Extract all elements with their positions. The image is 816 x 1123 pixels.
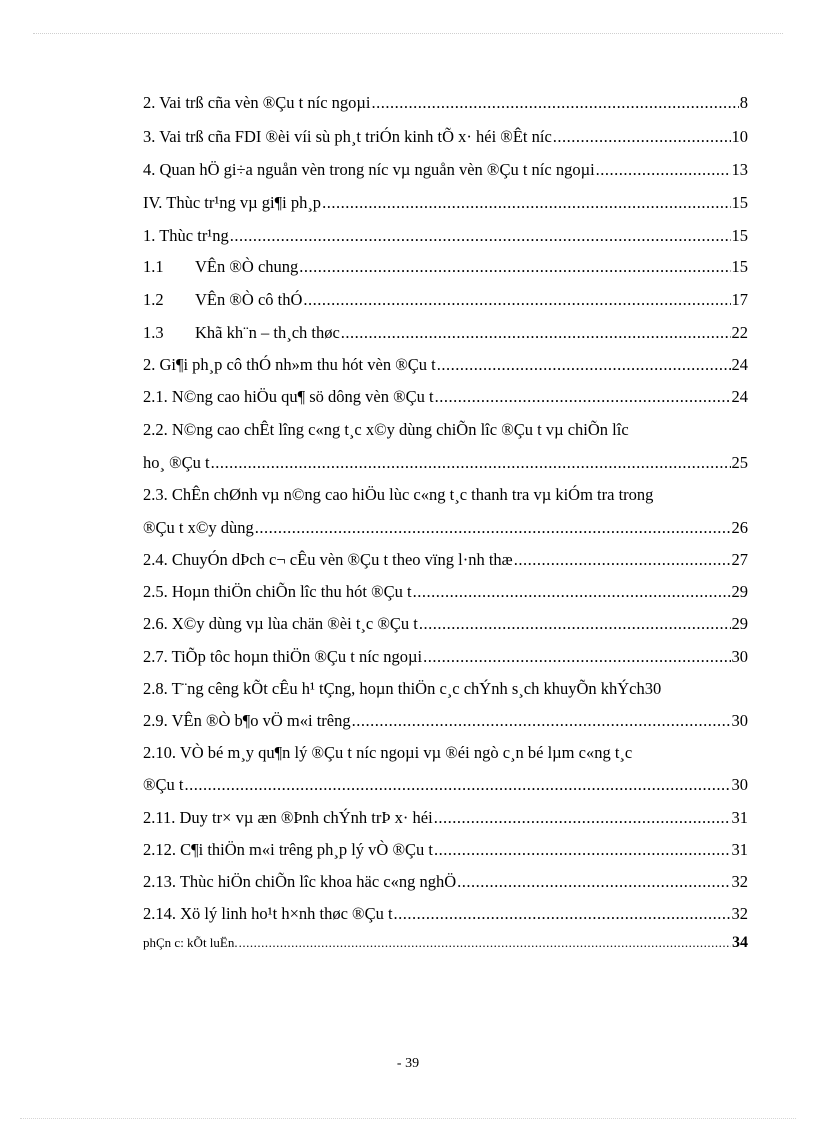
toc-entry-page: 29 (731, 614, 748, 633)
toc-entry[interactable] (143, 419, 748, 441)
toc-entry-continuation[interactable] (143, 452, 748, 474)
toc-entry[interactable] (143, 225, 748, 247)
toc-entry[interactable] (143, 289, 748, 311)
toc-entry-label: phÇn c: kÕt luËn. (143, 935, 238, 950)
toc-entry-label: 2.4. ChuyÓn dÞch c¬ cÊu vèn ®Çu t theo vïng l·nh thæ (143, 550, 513, 569)
toc-entry[interactable] (143, 354, 748, 376)
toc-entry-page: 30 (731, 647, 748, 666)
toc-entry-page: 25 (731, 453, 748, 472)
toc-entry-page: 30 (731, 711, 748, 730)
toc-leader-dots (434, 839, 731, 861)
toc-entry-label: 4. Quan hÖ gi÷a nguån vèn trong níc vµ nguån vèn ®Çu t níc ngoµi (143, 160, 595, 179)
toc-leader-dots (457, 871, 730, 893)
toc-entry-label: 2.8. T¨ng cêng kÕt cÊu h¹ tÇng, hoµn thiÖn c¸c chÝnh s¸ch khuyÕn khÝch (143, 679, 645, 698)
toc-entry[interactable] (143, 322, 748, 344)
page-number: - 39 (396, 1056, 420, 1071)
toc-entry[interactable] (143, 807, 748, 829)
toc-leader-dots (372, 92, 739, 114)
toc-entry[interactable] (143, 386, 748, 408)
toc-entry[interactable] (143, 549, 748, 571)
toc-entry[interactable] (143, 710, 748, 732)
toc-entry-label: VÊn ®Ò cô thÓ (195, 290, 303, 309)
toc-leader-dots (341, 322, 731, 344)
toc-entry-page: 32 (731, 904, 748, 923)
toc-leader-dots (394, 903, 731, 925)
toc-entry-label: 2.10. VÒ bé m¸y qu¶n lý ®Çu t níc ngoµi vµ ®éi ngò c¸n bé lµm c«ng t¸c (143, 743, 633, 762)
toc-entry-number: 1.1 (143, 257, 164, 276)
toc-entry-label: 2.12. C¶i thiÖn m«i trêng ph¸p lý vÒ ®Çu t (143, 840, 433, 859)
toc-entry-label: 3. Vai trß cña FDI ®èi víi sù ph¸t triÓn kinh tÕ x· héi ®Êt níc (143, 127, 552, 146)
toc-leader-dots (255, 517, 731, 539)
toc-entry-number: 1.2 (143, 290, 164, 309)
page-bottom-border (20, 1118, 796, 1119)
toc-entry[interactable] (143, 646, 748, 668)
toc-entry-label: 2.9. VÊn ®Ò b¶o vÖ m«i trêng (143, 711, 351, 730)
toc-entry-continuation[interactable] (143, 774, 748, 796)
toc-entry-page: 31 (731, 808, 748, 827)
toc-leader-dots (435, 386, 731, 408)
toc-entry[interactable] (143, 613, 748, 635)
toc-entry[interactable] (143, 256, 748, 278)
toc-leader-dots (419, 613, 731, 635)
toc-entry-page: 34 (732, 934, 748, 951)
toc-entry[interactable] (143, 871, 748, 893)
toc-entry-label: ®Çu t x©y dùng (143, 518, 254, 537)
toc-leader-dots (211, 452, 731, 474)
toc-entry-page: 26 (731, 518, 748, 537)
toc-entry-page: 13 (731, 160, 748, 179)
toc-entry-label: 2.13. Thùc hiÖn chiÕn lîc khoa häc c«ng nghÖ (143, 872, 457, 891)
toc-entry-page: 32 (731, 872, 748, 891)
toc-entry-page: 30 (731, 775, 748, 794)
toc-leader-dots (413, 581, 731, 603)
toc-entry-label: 2. Gi¶i ph¸p cô thÓ nh»m thu hót vèn ®Çu t (143, 355, 436, 374)
toc-entry[interactable] (143, 92, 748, 114)
toc-entry-page: 15 (731, 226, 748, 245)
toc-entry-label: 2.7. TiÕp tôc hoµn thiÖn ®Çu t níc ngoµi (143, 647, 423, 666)
toc-entry-label: 2.14. Xö lý linh ho¹t h×nh thøc ®Çu t (143, 904, 393, 923)
toc-entry-page: 31 (731, 840, 748, 859)
toc-leader-dots (230, 225, 731, 247)
toc-entry-label: 2.2. N©ng cao chÊt lîng c«ng t¸c x©y dùng chiÕn lîc ®Çu t vµ chiÕn lîc (143, 420, 629, 439)
toc-entry-page: 30 (644, 679, 662, 698)
toc-leader-dots (185, 774, 731, 796)
toc-entry-label: 2.6. X©y dùng vµ lùa chän ®èi t¸c ®Çu t (143, 614, 418, 633)
toc-entry-page: 15 (731, 193, 748, 212)
toc-entry[interactable] (143, 903, 748, 925)
toc-entry-page: 24 (731, 355, 748, 374)
toc-entry[interactable] (143, 678, 748, 700)
toc-leader-dots (553, 126, 731, 148)
toc-entry[interactable] (143, 159, 748, 181)
toc-entry-page: 10 (731, 127, 748, 146)
toc-leader-dots (299, 256, 730, 278)
toc-entry-page: 22 (731, 323, 748, 342)
toc-entry-continuation[interactable] (143, 517, 748, 539)
page-top-border (33, 33, 783, 34)
toc-entry-label: VÊn ®Ò chung (195, 257, 299, 276)
toc-entry-page: 27 (731, 550, 748, 569)
toc-leader-dots (437, 354, 731, 376)
toc-entry-page: 24 (731, 387, 748, 406)
toc-entry-label: IV. Thùc tr¹ng vµ gi¶i ph¸p (143, 193, 322, 212)
toc-entry-page: 29 (731, 582, 748, 601)
toc-leader-dots (423, 646, 730, 668)
toc-entry[interactable] (143, 484, 748, 506)
toc-entry-number: 1.3 (143, 323, 164, 342)
toc-leader-dots (322, 192, 730, 214)
toc-leader-dots (434, 807, 731, 829)
toc-entry-label: 2.5. Hoµn thiÖn chiÕn lîc thu hót ®Çu t (143, 582, 412, 601)
toc-entry-page: 17 (731, 290, 748, 309)
toc-entry-label: ®Çu t (143, 775, 184, 794)
toc-entry-label: Khã kh¨n – th¸ch thøc (195, 323, 340, 342)
toc-entry-label: 2. Vai trß cña vèn ®Çu t níc ngoµi (143, 93, 371, 112)
toc-leader-dots (596, 159, 731, 181)
toc-entry[interactable] (143, 126, 748, 148)
toc-entry[interactable] (143, 581, 748, 603)
toc-leader-dots (239, 932, 731, 954)
toc-entry[interactable] (143, 742, 748, 764)
toc-entry-label: 1. Thùc tr¹ng (143, 226, 229, 245)
toc-entry-label: 2.1. N©ng cao hiÖu qu¶ sö dông vèn ®Çu t (143, 387, 434, 406)
toc-entry-page: 8 (739, 93, 748, 112)
toc-leader-dots (303, 289, 730, 311)
toc-entry-label: ho¸ ®Çu t (143, 453, 210, 472)
toc-entry-label: 2.3. ChÊn chØnh vµ n©ng cao hiÖu lùc c«ng t¸c thanh tra vµ kiÓm tra trong (143, 485, 654, 504)
toc-entry-label: 2.11. Duy tr× vµ æn ®Þnh chÝnh trÞ x· héi (143, 808, 433, 827)
toc-leader-dots (514, 549, 731, 571)
toc-entry-page: 15 (731, 257, 748, 276)
toc-entry-conclusion[interactable] (143, 932, 748, 954)
toc-entry[interactable] (143, 839, 748, 861)
toc-leader-dots (352, 710, 731, 732)
toc-entry[interactable] (143, 192, 748, 214)
